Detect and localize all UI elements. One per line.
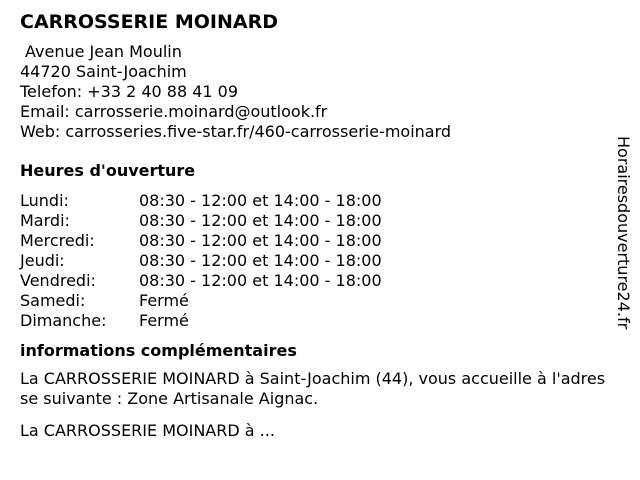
day-label: Lundi: [20,191,69,210]
day-hours: Fermé [139,311,189,330]
day-label: Jeudi: [20,251,65,270]
day-hours: Fermé [139,291,189,310]
day-hours: 08:30 - 12:00 et 14:00 - 18:00 [139,271,382,290]
web-line: Web: carrosseries.five-star.fr/460-carrosserie-moinard [20,122,452,141]
info-paragraph: La CARROSSERIE MOINARD à Saint-Joachim (44), vous accueille à l'adresse suivante : Zone Artisanale Aignac. [20,369,606,408]
day-label: Vendredi: [20,271,96,290]
hours-row-sunday [20,311,610,331]
hours-row-wednesday [20,231,610,251]
day-label: Mercredi: [20,231,95,250]
info-paragraph-truncated: La CARROSSERIE MOINARD à ... [20,421,275,440]
site-watermark: Horairesdouverture24.fr [614,136,633,330]
additional-info-title: informations complémentaires [20,341,297,360]
day-hours: 08:30 - 12:00 et 14:00 - 18:00 [139,191,382,210]
business-card [20,10,610,441]
address-city: 44720 Saint-Joachim [20,62,187,81]
address-street: Avenue Jean Moulin [25,42,182,61]
opening-hours-title: Heures d'ouverture [20,161,196,180]
hours-row-friday [20,271,610,291]
hours-row-saturday [20,291,610,311]
day-label: Mardi: [20,211,70,230]
day-hours: 08:30 - 12:00 et 14:00 - 18:00 [139,211,382,230]
opening-hours-table [20,191,610,331]
contact-block [20,42,610,142]
business-name: CARROSSERIE MOINARD [20,11,278,33]
day-label: Dimanche: [20,311,107,330]
hours-row-thursday [20,251,610,271]
phone-line: Telefon: +33 2 40 88 41 09 [20,82,239,101]
email-line: Email: carrosserie.moinard@outlook.fr [20,102,328,121]
hours-row-tuesday [20,211,610,231]
hours-row-monday [20,191,610,211]
day-label: Samedi: [20,291,86,310]
day-hours: 08:30 - 12:00 et 14:00 - 18:00 [139,251,382,270]
day-hours: 08:30 - 12:00 et 14:00 - 18:00 [139,231,382,250]
